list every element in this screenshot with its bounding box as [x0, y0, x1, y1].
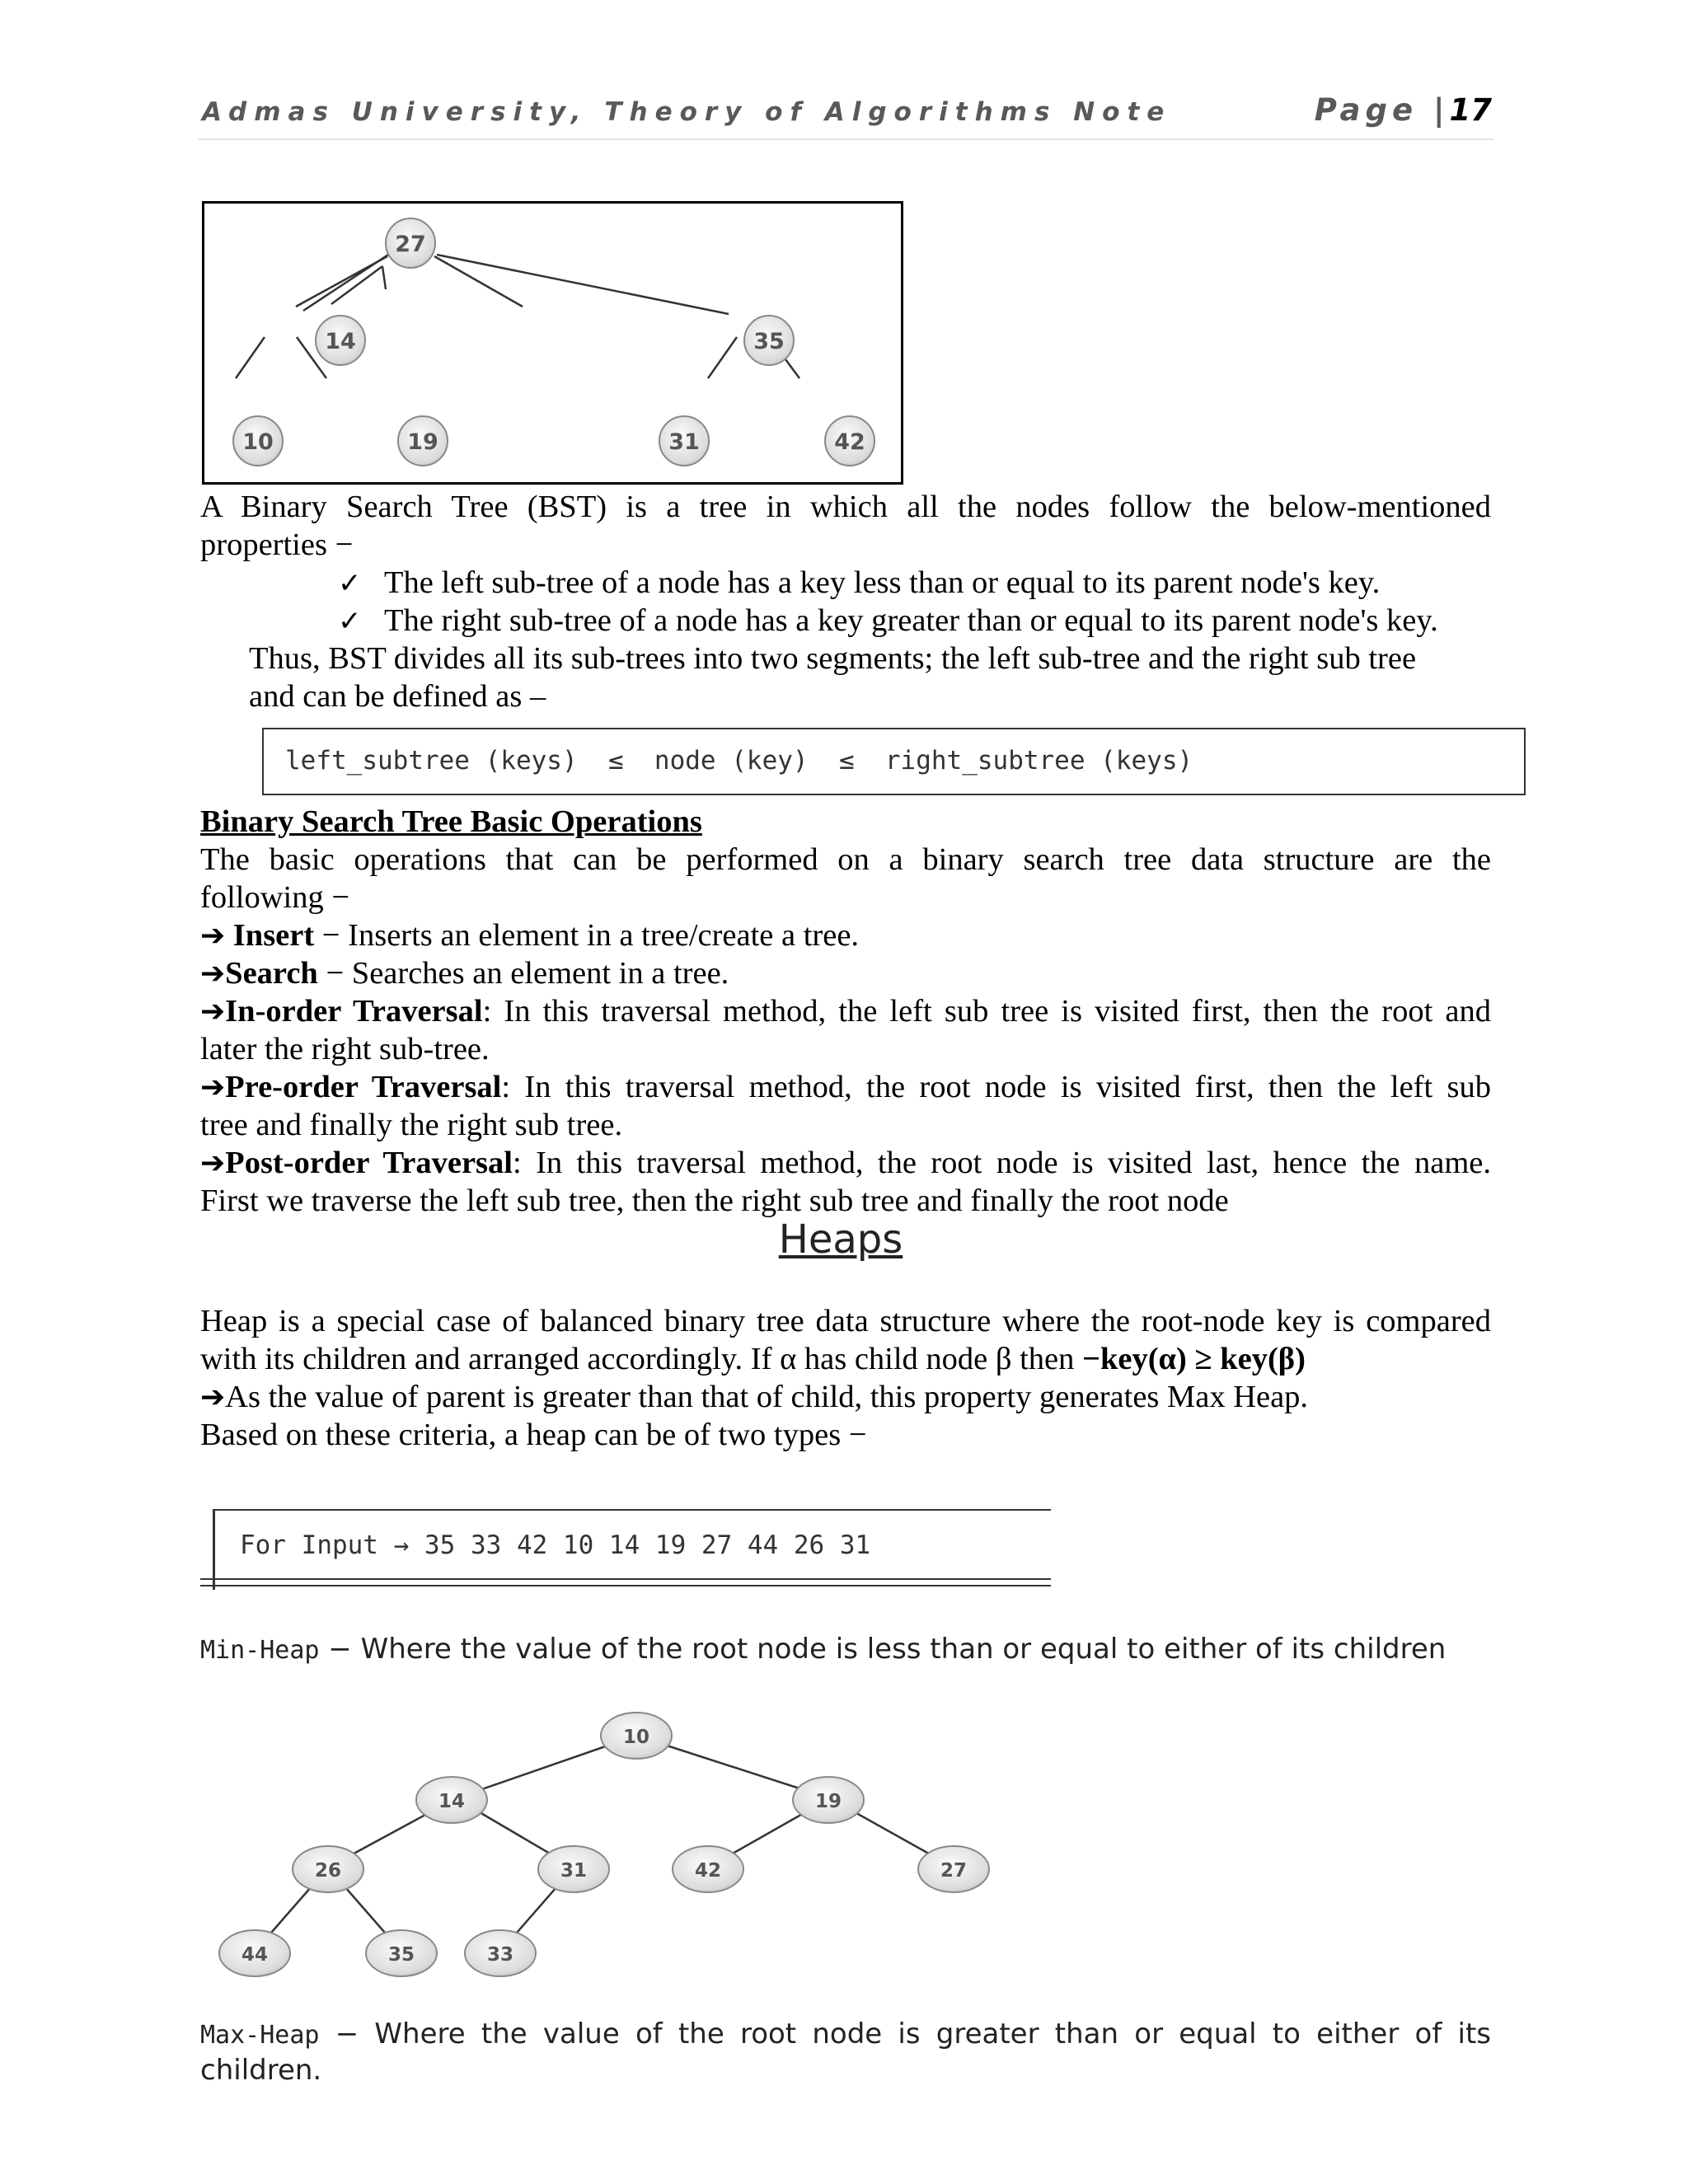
check-icon: ✓ — [338, 605, 362, 638]
min-heap-node-27 — [918, 1846, 989, 1892]
min-heap-node-35 — [366, 1930, 437, 1976]
svg-text:35: 35 — [387, 1944, 415, 1966]
min-heap-node-33 — [465, 1930, 536, 1976]
arrow-icon: ➔ — [200, 995, 226, 1029]
bst-node-31 — [659, 416, 709, 466]
op-inorder-cont: later the right sub-tree. — [200, 1032, 490, 1066]
bst-node-35 — [744, 316, 794, 365]
input-rule — [200, 1585, 1051, 1586]
svg-text:27: 27 — [395, 232, 426, 257]
bst-summary-line2: and can be defined as – — [249, 679, 546, 714]
bst-edges — [236, 256, 799, 378]
bst-node-42 — [825, 416, 874, 466]
heap-input-sequence: For Input → 35 33 42 10 14 19 27 44 26 31 — [213, 1509, 1051, 1590]
max-heap-description: Max-Heap − Where the value of the root node is greater than or equal to either of its — [200, 2018, 1491, 2050]
svg-text:14: 14 — [325, 329, 356, 354]
arrow-icon: ➔ — [200, 1146, 226, 1180]
arrow-icon: ➔ — [200, 957, 226, 991]
min-heap-node-31 — [538, 1846, 609, 1892]
op-preorder-cont: tree and finally the right sub tree. — [200, 1108, 623, 1142]
bst-summary-line1: Thus, BST divides all its sub-trees into two segments; the left sub-tree and the right sub tree — [249, 641, 1417, 676]
bst-node-14 — [316, 316, 365, 365]
min-heap-node-14 — [416, 1777, 487, 1823]
max-heap-note: ➔As the value of parent is greater than that of child, this property generates Max Heap. — [200, 1380, 1309, 1414]
min-heap-edges — [255, 1736, 954, 1952]
op-inorder: ➔In-order Traversal: In this traversal method, the left sub tree is visited first, then the root and — [200, 994, 1491, 1029]
bst-intro-line2: properties − — [200, 527, 354, 562]
bst-definition-code: left_subtree (keys) ≤ node (key) ≤ right_subtree (keys) — [262, 728, 1526, 795]
bst-figure — [202, 201, 903, 485]
page-separator: | — [1432, 92, 1450, 128]
svg-text:31: 31 — [560, 1860, 588, 1882]
svg-text:35: 35 — [753, 329, 785, 354]
svg-text:31: 31 — [668, 429, 700, 455]
min-heap-node-26 — [293, 1846, 363, 1892]
op-preorder: ➔Pre-order Traversal: In this traversal method, the root node is visited first, then the left sub — [200, 1070, 1491, 1104]
op-insert: ➔ Insert − Inserts an element in a tree/create a tree. — [200, 918, 860, 953]
arrow-icon: ➔ — [200, 1071, 226, 1104]
bst-intro-line1: A Binary Search Tree (BST) is a tree in which all the nodes follow the below-mentioned — [200, 490, 1491, 524]
max-heap-description-cont: children. — [200, 2054, 322, 2087]
page-number: 17 — [1449, 92, 1492, 128]
heaps-title: Heaps — [778, 1216, 903, 1263]
svg-text:26: 26 — [314, 1860, 342, 1882]
min-heap-node-19 — [793, 1777, 864, 1823]
input-rule — [200, 1578, 1051, 1580]
operations-heading: Binary Search Tree Basic Operations — [200, 804, 702, 839]
svg-text:33: 33 — [486, 1944, 514, 1966]
bst-property-left: ✓ The left sub-tree of a node has a key less than or equal to its parent node's key. — [338, 564, 1380, 602]
page-label: Page — [1314, 92, 1418, 128]
bst-node-10 — [233, 416, 283, 466]
svg-text:10: 10 — [622, 1727, 650, 1748]
header-title: Admas University, Theory of Algorithms Note — [202, 97, 1172, 127]
arrow-icon: ➔ — [200, 919, 226, 953]
min-heap-node-42 — [673, 1846, 743, 1892]
min-heap-node-44 — [219, 1930, 290, 1976]
min-heap-description: Min-Heap − Where the value of the root node is less than or equal to either of its children — [200, 1633, 1447, 1666]
arrow-icon: ➔ — [200, 1380, 226, 1414]
bst-node-19 — [398, 416, 448, 466]
op-postorder: ➔Post-order Traversal: In this traversal method, the root node is visited last, hence the name. — [200, 1146, 1491, 1180]
bst-edges-main — [303, 255, 729, 314]
bst-diagram — [204, 204, 901, 482]
op-search: ➔Search − Searches an element in a tree. — [200, 956, 729, 991]
min-heap-diagram — [210, 1706, 1001, 1986]
page-number-label — [1315, 92, 1492, 128]
svg-text:27: 27 — [940, 1860, 968, 1882]
svg-text:10: 10 — [242, 429, 274, 455]
svg-text:42: 42 — [694, 1860, 722, 1882]
header-divider — [198, 138, 1493, 140]
operations-intro-line2: following − — [200, 880, 350, 915]
op-postorder-cont: First we traverse the left sub tree, then the right sub tree and finally the root node — [200, 1183, 1229, 1218]
check-icon: ✓ — [338, 567, 362, 600]
svg-text:19: 19 — [407, 429, 438, 455]
heap-types-line: Based on these criteria, a heap can be of two types − — [200, 1418, 867, 1452]
operations-intro-line1: The basic operations that can be performed on a binary search tree data structure are the — [200, 842, 1491, 877]
svg-text:14: 14 — [438, 1791, 466, 1812]
bst-property-right: ✓ The right sub-tree of a node has a key greater than or equal to its parent node's key. — [338, 602, 1438, 640]
svg-text:19: 19 — [814, 1791, 842, 1812]
heap-definition-line1: Heap is a special case of balanced binary tree data structure where the root-node key is compared — [200, 1304, 1491, 1338]
bst-node-27 — [386, 218, 435, 268]
heap-definition-line2: with its children and arranged accordingly. If α has child node β then −key(α) ≥ key(β) — [200, 1342, 1306, 1376]
min-heap-node-10 — [601, 1713, 672, 1759]
svg-text:44: 44 — [241, 1944, 269, 1966]
svg-text:42: 42 — [834, 429, 865, 455]
